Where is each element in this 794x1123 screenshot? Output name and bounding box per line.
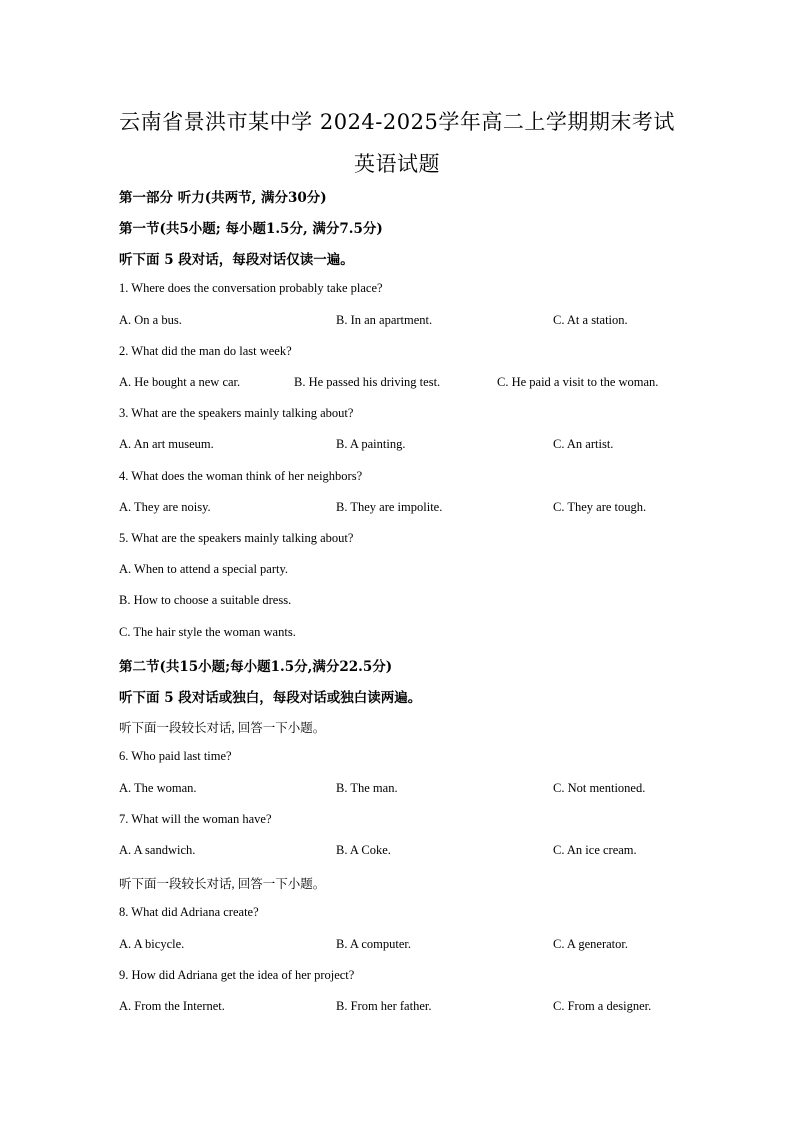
q6-option-b[interactable]: B. The man. xyxy=(336,781,398,795)
q5-option-b[interactable]: B. How to choose a suitable dress. xyxy=(119,593,292,607)
q2-option-c[interactable]: C. He paid a visit to the woman. xyxy=(497,375,659,389)
q2-option-a[interactable]: A. He bought a new car. xyxy=(119,375,241,389)
q3-option-b[interactable]: B. A painting. xyxy=(336,437,406,451)
section2-sub-instruction-1: 听下面一段较长对话, 回答一下小题。 xyxy=(119,721,326,735)
exam-title: 云南省景洪市某中学 2024-2025学年高二上学期期末考试 xyxy=(119,110,675,134)
section2-heading: 第二节(共15小题;每小题1.5分,满分22.5分) xyxy=(119,659,393,675)
exam-subtitle: 英语试题 xyxy=(354,152,440,176)
question-7: 7. What will the woman have? xyxy=(119,812,272,826)
q5-option-c[interactable]: C. The hair style the woman wants. xyxy=(119,625,296,639)
q9-option-c[interactable]: C. From a designer. xyxy=(553,999,652,1013)
q9-option-a[interactable]: A. From the Internet. xyxy=(119,999,225,1013)
question-5: 5. What are the speakers mainly talking about? xyxy=(119,531,354,545)
question-9: 9. How did Adriana get the idea of her project? xyxy=(119,968,355,982)
part1-heading: 第一部分 听力(共两节, 满分30分) xyxy=(119,190,327,206)
q1-option-a[interactable]: A. On a bus. xyxy=(119,313,182,327)
q4-option-a[interactable]: A. They are noisy. xyxy=(119,500,211,514)
question-2: 2. What did the man do last week? xyxy=(119,344,292,358)
q5-option-a[interactable]: A. When to attend a special party. xyxy=(119,562,289,576)
section1-instruction: 听下面 5 段对话，每段对话仅读一遍。 xyxy=(119,252,354,268)
q2-option-b[interactable]: B. He passed his driving test. xyxy=(294,375,441,389)
q4-option-c[interactable]: C. They are tough. xyxy=(553,500,647,514)
q3-option-c[interactable]: C. An artist. xyxy=(553,437,614,451)
section2-instruction: 听下面 5 段对话或独白，每段对话或独白读两遍。 xyxy=(119,690,422,706)
question-6: 6. Who paid last time? xyxy=(119,749,232,763)
q4-option-b[interactable]: B. They are impolite. xyxy=(336,500,443,514)
q7-option-b[interactable]: B. A Coke. xyxy=(336,843,391,857)
q8-option-a[interactable]: A. A bicycle. xyxy=(119,937,185,951)
section1-heading: 第一节(共5小题; 每小题1.5分, 满分7.5分) xyxy=(119,221,383,237)
question-8: 8. What did Adriana create? xyxy=(119,905,259,919)
q1-option-b[interactable]: B. In an apartment. xyxy=(336,313,433,327)
q6-option-a[interactable]: A. The woman. xyxy=(119,781,197,795)
q1-option-c[interactable]: C. At a station. xyxy=(553,313,628,327)
section2-sub-instruction-2: 听下面一段较长对话, 回答一下小题。 xyxy=(119,877,326,891)
question-4: 4. What does the woman think of her neighbors? xyxy=(119,469,363,483)
q7-option-c[interactable]: C. An ice cream. xyxy=(553,843,637,857)
q3-option-a[interactable]: A. An art museum. xyxy=(119,437,214,451)
question-3: 3. What are the speakers mainly talking about? xyxy=(119,406,354,420)
q6-option-c[interactable]: C. Not mentioned. xyxy=(553,781,646,795)
q9-option-b[interactable]: B. From her father. xyxy=(336,999,432,1013)
q8-option-b[interactable]: B. A computer. xyxy=(336,937,411,951)
q7-option-a[interactable]: A. A sandwich. xyxy=(119,843,196,857)
question-1: 1. Where does the conversation probably take place? xyxy=(119,281,383,295)
q8-option-c[interactable]: C. A generator. xyxy=(553,937,628,951)
